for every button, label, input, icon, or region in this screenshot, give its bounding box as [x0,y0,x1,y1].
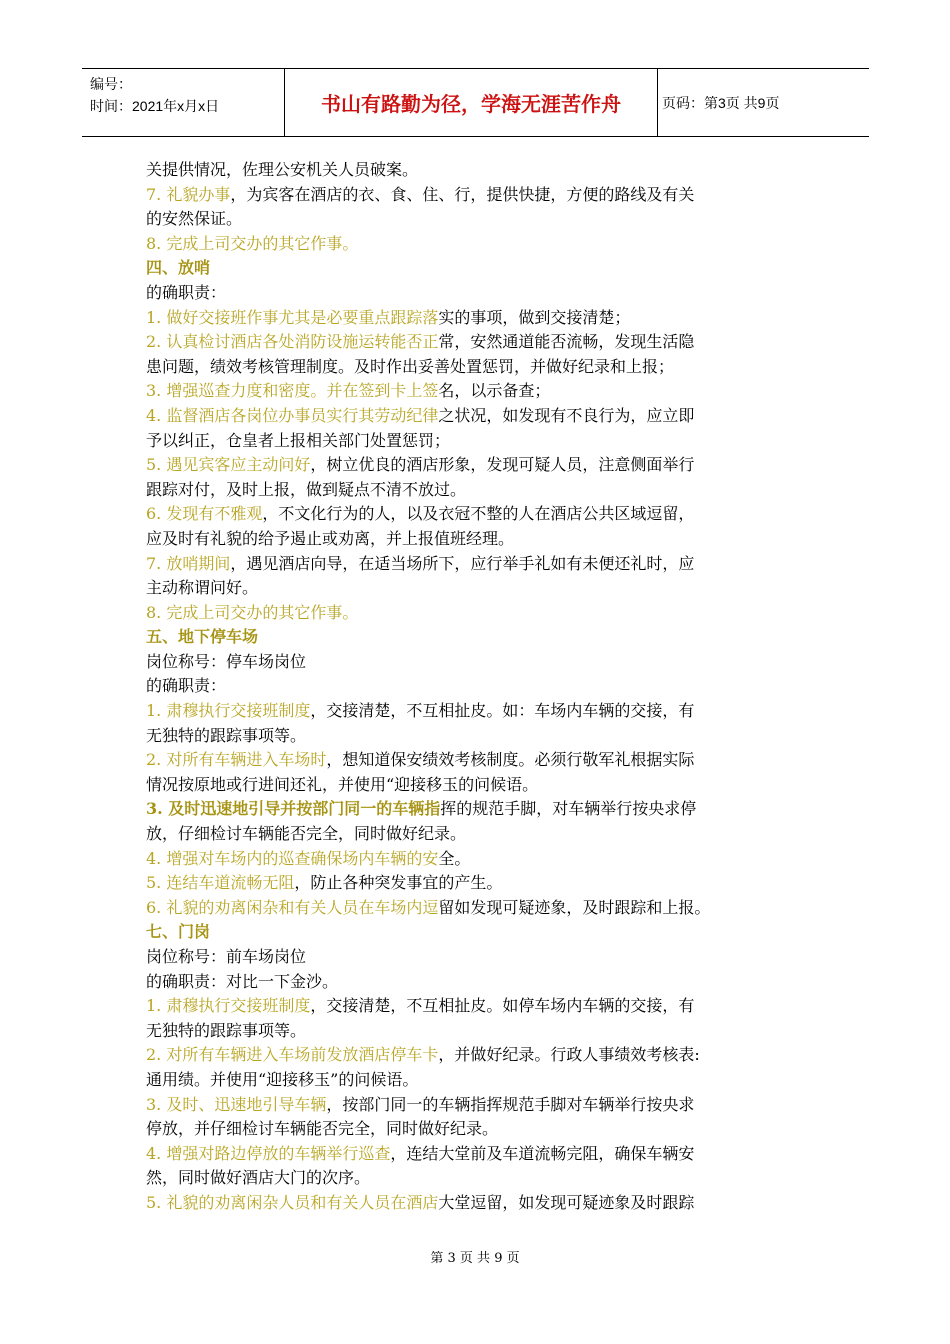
highlighted-text: 6. 礼貌的劝离闲杂和有关人员在车场内逗 [146,897,439,917]
body-text: ，交接清楚，不互相扯皮。如停车场内车辆的交接，有 [310,996,695,1016]
highlighted-text: 7. 放哨期间 [146,553,231,573]
text-line [146,773,826,798]
text-line [146,355,826,380]
text-line [146,896,826,921]
body-text: 岗位称号：前车场岗位 [146,947,307,966]
text-line [146,429,826,454]
highlighted-text: 3. 增强巡查力度和密度。并在签到卡上签 [146,381,439,401]
body-text: 名，以示备查； [438,381,551,401]
body-text: 跟踪对付，及时上报，做到疑点不清不放过。 [146,479,467,499]
header-page-number: 页码：第3页 共9页 [662,94,780,111]
text-line [146,699,826,724]
text-line [146,281,826,306]
page-header [82,68,869,137]
body-text: ，不文化行为的人，以及衣冠不整的人在酒店公共区域逗留， [262,504,695,524]
document-body [146,158,826,1216]
body-text: 挥的规范手脚，对车辆举行按央求停 [440,799,697,819]
body-text: ，交接清楚，不互相扯皮。如：车场内车辆的交接，有 [310,701,695,721]
body-text: 通用绩。并使用“迎接移玉”的问候语。 [146,1069,419,1089]
highlighted-text: 4. 增强对车场内的巡查确保场内车辆的安 [146,848,439,868]
highlighted-text: 4. 监督酒店各岗位办事员实行其劳动纪律 [146,405,439,425]
body-text: ，防止各种突发事宜的产生。 [294,873,503,893]
highlighted-text: 7. 礼貌办事 [146,184,231,204]
body-text: 常，安然通道能否流畅，发现生活隐 [438,332,695,352]
body-text: 无独特的跟踪事项等。 [146,1020,307,1040]
page-footer: 第 3 页 共 9 页 [430,1251,520,1266]
text-line [146,674,826,699]
header-motto: 书山有路勤为径，学海无涯苦作舟 [285,69,658,136]
text-line [146,1093,826,1118]
text-line [146,1068,826,1093]
text-line [146,379,826,404]
text-line [146,1019,826,1044]
body-text: 情况按原地或行进间还礼，并使用“迎接移玉的问候语。 [146,774,539,794]
text-line [146,552,826,577]
section-heading: 四、放哨 [146,258,211,278]
highlighted-text: 5. 礼貌的劝离闲杂人员和有关人员在酒店 [146,1192,439,1212]
body-text: 的确职责： [146,676,227,696]
body-text: 实的事项，做到交接清楚； [438,307,631,327]
text-line [146,183,826,208]
highlighted-text: 2. 对所有车辆进入车场时 [146,750,327,770]
body-text: 无独特的跟踪事项等。 [146,725,307,745]
header-left-cell [82,69,285,136]
text-line [146,625,826,650]
text-line [146,330,826,355]
text-line [146,453,826,478]
text-line [146,994,826,1019]
text-line [146,232,826,257]
body-text: ，想知道保安绩效考核制度。必须行敬军礼根据实际 [326,750,695,770]
body-text: 予以纠正，仓皇者上报相关部门处置惩罚； [146,430,451,450]
text-line [146,920,826,945]
highlighted-text: 1. 做好交接班作事尤其是必要重点跟踪落 [146,307,439,327]
section-heading: 3. 及时迅速地引导并按部门同一的车辆指 [146,799,441,819]
highlighted-text: 3. 及时、迅速地引导车辆 [146,1094,327,1114]
text-line [146,306,826,331]
section-heading: 七、门岗 [146,922,211,942]
text-line [146,945,826,970]
body-text: 的安然保证。 [146,209,243,229]
body-text: 然，同时做好酒店大门的次序。 [146,1168,371,1188]
body-text: 放，仔细检讨车辆能否完全，同时做好纪录。 [146,824,467,844]
body-text: 主动称谓问好。 [146,578,259,598]
text-line [146,1117,826,1142]
highlighted-text: 8. 完成上司交办的其它作事。 [146,602,359,622]
text-line [146,748,826,773]
body-text: 大堂逗留，如发现可疑迹象及时跟踪 [438,1192,695,1212]
text-line [146,724,826,749]
text-line [146,158,826,183]
text-line [146,822,826,847]
text-line [146,1043,826,1068]
body-text: ，并做好纪录。行政人事绩效考核表: [438,1045,700,1065]
text-line [146,1166,826,1191]
body-text: 关提供情况，佐理公安机关人员破案。 [146,160,419,179]
highlighted-text: 5. 遇见宾客应主动问好 [146,455,311,475]
text-line [146,527,826,552]
text-line [146,256,826,281]
text-line [146,970,826,995]
text-line [146,1142,826,1167]
body-text: 全。 [438,848,471,868]
text-line [146,1191,826,1216]
body-text: ，按部门同一的车辆指挥规范手脚对车辆举行按央求 [326,1094,695,1114]
text-line [146,207,826,232]
body-text: 应及时有礼貌的给予遏止或劝离，并上报值班经理。 [146,528,515,548]
section-heading: 五、地下停车场 [146,627,259,647]
body-text: 停放，并仔细检讨车辆能否完全，同时做好纪录。 [146,1119,499,1139]
text-line [146,478,826,503]
highlighted-text: 4. 增强对路边停放的车辆举行巡查 [146,1143,391,1163]
body-text: 患问题，绩效考核管理制度。及时作出妥善处置惩罚，并做好纪录和上报； [146,356,675,376]
highlighted-text: 1. 肃穆执行交接班制度 [146,701,311,721]
text-line [146,404,826,429]
document-number: 编号： [90,76,132,92]
body-text: 的确职责： [146,282,227,302]
body-text: ，连结大堂前及车道流畅完阻，确保车辆安 [390,1143,695,1163]
text-line [146,576,826,601]
highlighted-text: 8. 完成上司交办的其它作事。 [146,233,359,253]
highlighted-text: 1. 肃穆执行交接班制度 [146,996,311,1016]
text-line [146,847,826,872]
body-text: 留如发现可疑迹象，及时跟踪和上报。 [438,897,711,917]
text-line [146,601,826,626]
body-text: 之状况，如发现有不良行为，应立即 [438,405,695,425]
highlighted-text: 2. 认真检讨酒店各处消防设施运转能否正 [146,332,439,352]
highlighted-text: 5. 连结车道流畅无阻 [146,873,295,893]
text-line [146,871,826,896]
text-line [146,797,826,822]
body-text: ，树立优良的酒店形象，发现可疑人员，注意侧面举行 [310,455,695,475]
body-text: ，为宾客在酒店的衣、食、住、行，提供快捷，方便的路线及有关 [230,184,695,204]
text-line [146,650,826,675]
text-line [146,502,826,527]
document-date: 时间：2021年x月x日 [90,98,220,114]
body-text: 的确职责：对比一下金沙。 [146,971,339,991]
highlighted-text: 6. 发现有不雅观 [146,504,263,524]
body-text: ，遇见酒店向导，在适当场所下，应行举手礼如有未便还礼时，应 [230,553,695,573]
highlighted-text: 2. 对所有车辆进入车场前发放酒店停车卡 [146,1045,439,1065]
body-text: 岗位称号：停车场岗位 [146,651,307,671]
